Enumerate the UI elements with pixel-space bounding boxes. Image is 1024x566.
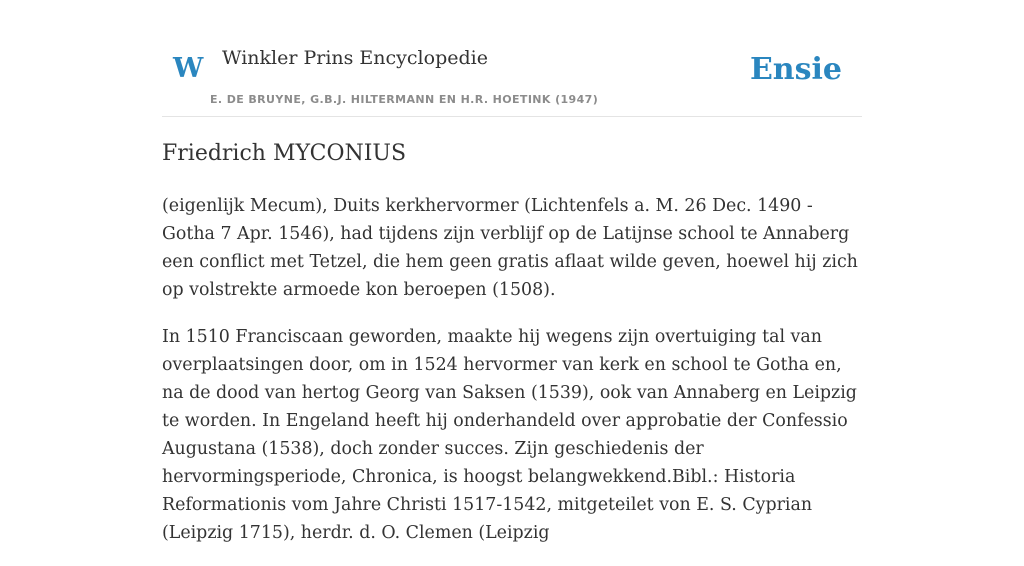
encyclopedia-title[interactable]: Winkler Prins Encyclopedie	[222, 47, 488, 69]
winkler-prins-logo-icon[interactable]: W	[173, 53, 204, 84]
article-title: Friedrich MYCONIUS	[162, 141, 407, 166]
encyclopedia-authors: E. DE BRUYNE, G.B.J. HILTERMANN EN H.R. HOETINK (1947)	[210, 93, 599, 106]
ensie-logo[interactable]: Ensie	[749, 52, 842, 87]
article-paragraph: In 1510 Franciscaan geworden, maakte hij wegens zijn overtuiging tal van overplaatsingen door, om in 1524 hervormer van kerk en school te Gotha en, na de dood van hertog Georg van Saksen (1539), ook van Annaberg en Leipzig te worden. In Engeland heeft hij onderhandeld over approbatie der Confessio Augustana (1538), doch zonder succes. Zijn geschiedenis der hervormingsperiode, Chronica, is hoogst belangwekkend.Bibl.: Historia Reformationis vom Jahre Christi 1517-1542, mitgeteilet von E. S. Cyprian (Leipzig 1715), herdr. d. O. Clemen (Leipzig	[162, 327, 857, 543]
site-header	[162, 36, 862, 117]
article	[162, 138, 862, 566]
article-paragraph: (eigenlijk Mecum), Duits kerkhervormer (Lichtenfels a. M. 26 Dec. 1490 - Gotha 7 Apr. 1546), had tijdens zijn verblijf op de Latijnse school te Annaberg een conflict met Tetzel, die hem geen gratis aflaat wilde geven, hoewel hij zich op volstrekte armoede kon beroepen (1508).	[162, 196, 858, 300]
